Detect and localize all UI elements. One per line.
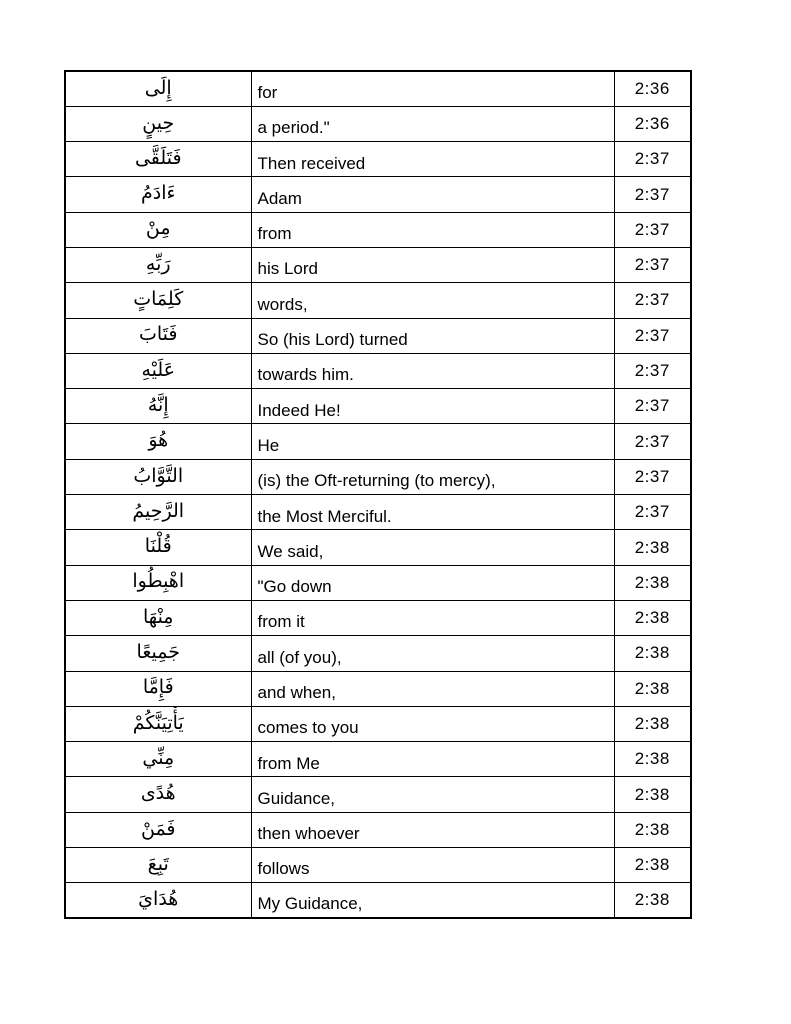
- english-translation-cell: and when,: [251, 671, 614, 706]
- arabic-word-cell: ءَادَمُ: [65, 177, 251, 212]
- arabic-word-cell: جَمِيعًا: [65, 636, 251, 671]
- arabic-word-cell: كَلِمَاتٍ: [65, 283, 251, 318]
- arabic-word-cell: فَمَنْ: [65, 812, 251, 847]
- arabic-word-cell: التَّوَّابُ: [65, 459, 251, 494]
- verse-reference-cell: 2:38: [614, 848, 691, 883]
- english-translation-cell: a period.": [251, 106, 614, 141]
- table-row: [65, 247, 691, 282]
- verse-reference-cell: 2:37: [614, 142, 691, 177]
- verse-reference-cell: 2:36: [614, 71, 691, 106]
- arabic-word-cell: الرَّحِيمُ: [65, 495, 251, 530]
- verse-reference-cell: 2:38: [614, 600, 691, 635]
- english-translation-cell: Guidance,: [251, 777, 614, 812]
- verse-reference-cell: 2:38: [614, 883, 691, 918]
- verse-reference-cell: 2:38: [614, 777, 691, 812]
- arabic-word-cell: رَبِّهِ: [65, 247, 251, 282]
- arabic-word-cell: قُلْنَا: [65, 530, 251, 565]
- verse-reference-cell: 2:37: [614, 459, 691, 494]
- english-translation-cell: then whoever: [251, 812, 614, 847]
- table-row: [65, 777, 691, 812]
- english-translation-cell: from Me: [251, 742, 614, 777]
- english-translation-cell: We said,: [251, 530, 614, 565]
- arabic-word-cell: مِنْ: [65, 212, 251, 247]
- table-row: [65, 212, 691, 247]
- table-row: [65, 742, 691, 777]
- arabic-word-cell: إِلَى: [65, 71, 251, 106]
- table-row: [65, 530, 691, 565]
- table-row: [65, 142, 691, 177]
- english-translation-cell: follows: [251, 848, 614, 883]
- table-body: [65, 71, 691, 918]
- table-row: [65, 283, 691, 318]
- arabic-word-cell: تَبِعَ: [65, 848, 251, 883]
- arabic-word-cell: هُوَ: [65, 424, 251, 459]
- arabic-word-cell: مِنِّي: [65, 742, 251, 777]
- table-row: [65, 71, 691, 106]
- verse-reference-cell: 2:38: [614, 812, 691, 847]
- table-row: [65, 495, 691, 530]
- table-row: [65, 565, 691, 600]
- table-row: [65, 600, 691, 635]
- english-translation-cell: Adam: [251, 177, 614, 212]
- arabic-word-cell: فَتَلَقَّى: [65, 142, 251, 177]
- table-row: [65, 177, 691, 212]
- english-translation-cell: for: [251, 71, 614, 106]
- table-row: [65, 706, 691, 741]
- english-translation-cell: Then received: [251, 142, 614, 177]
- verse-reference-cell: 2:36: [614, 106, 691, 141]
- table-row: [65, 353, 691, 388]
- arabic-word-cell: مِنْهَا: [65, 600, 251, 635]
- table-row: [65, 812, 691, 847]
- word-by-word-table: [64, 70, 692, 919]
- verse-reference-cell: 2:37: [614, 177, 691, 212]
- verse-reference-cell: 2:38: [614, 671, 691, 706]
- english-translation-cell: from it: [251, 600, 614, 635]
- verse-reference-cell: 2:37: [614, 247, 691, 282]
- english-translation-cell: the Most Merciful.: [251, 495, 614, 530]
- english-translation-cell: Indeed He!: [251, 389, 614, 424]
- english-translation-cell: words,: [251, 283, 614, 318]
- table-row: [65, 424, 691, 459]
- arabic-word-cell: إِنَّهُ: [65, 389, 251, 424]
- verse-reference-cell: 2:37: [614, 353, 691, 388]
- verse-reference-cell: 2:37: [614, 495, 691, 530]
- arabic-word-cell: عَلَيْهِ: [65, 353, 251, 388]
- arabic-word-cell: هُدَايَ: [65, 883, 251, 918]
- arabic-word-cell: يَأْتِيَنَّكُمْ: [65, 706, 251, 741]
- verse-reference-cell: 2:37: [614, 424, 691, 459]
- table-row: [65, 883, 691, 918]
- verse-reference-cell: 2:38: [614, 706, 691, 741]
- verse-reference-cell: 2:38: [614, 530, 691, 565]
- table-row: [65, 389, 691, 424]
- table-row: [65, 106, 691, 141]
- table-row: [65, 671, 691, 706]
- table-row: [65, 459, 691, 494]
- verse-reference-cell: 2:37: [614, 318, 691, 353]
- verse-reference-cell: 2:37: [614, 212, 691, 247]
- english-translation-cell: My Guidance,: [251, 883, 614, 918]
- table-row: [65, 636, 691, 671]
- english-translation-cell: comes to you: [251, 706, 614, 741]
- arabic-word-cell: فَتَابَ: [65, 318, 251, 353]
- arabic-word-cell: حِينٍ: [65, 106, 251, 141]
- english-translation-cell: his Lord: [251, 247, 614, 282]
- verse-reference-cell: 2:38: [614, 636, 691, 671]
- verse-reference-cell: 2:38: [614, 565, 691, 600]
- english-translation-cell: towards him.: [251, 353, 614, 388]
- verse-reference-cell: 2:37: [614, 389, 691, 424]
- english-translation-cell: So (his Lord) turned: [251, 318, 614, 353]
- english-translation-cell: all (of you),: [251, 636, 614, 671]
- verse-reference-cell: 2:38: [614, 742, 691, 777]
- english-translation-cell: "Go down: [251, 565, 614, 600]
- arabic-word-cell: فَإِمَّا: [65, 671, 251, 706]
- table-row: [65, 848, 691, 883]
- english-translation-cell: from: [251, 212, 614, 247]
- arabic-word-cell: اهْبِطُوا: [65, 565, 251, 600]
- english-translation-cell: He: [251, 424, 614, 459]
- table-row: [65, 318, 691, 353]
- english-translation-cell: (is) the Oft-returning (to mercy),: [251, 459, 614, 494]
- verse-reference-cell: 2:37: [614, 283, 691, 318]
- arabic-word-cell: هُدًى: [65, 777, 251, 812]
